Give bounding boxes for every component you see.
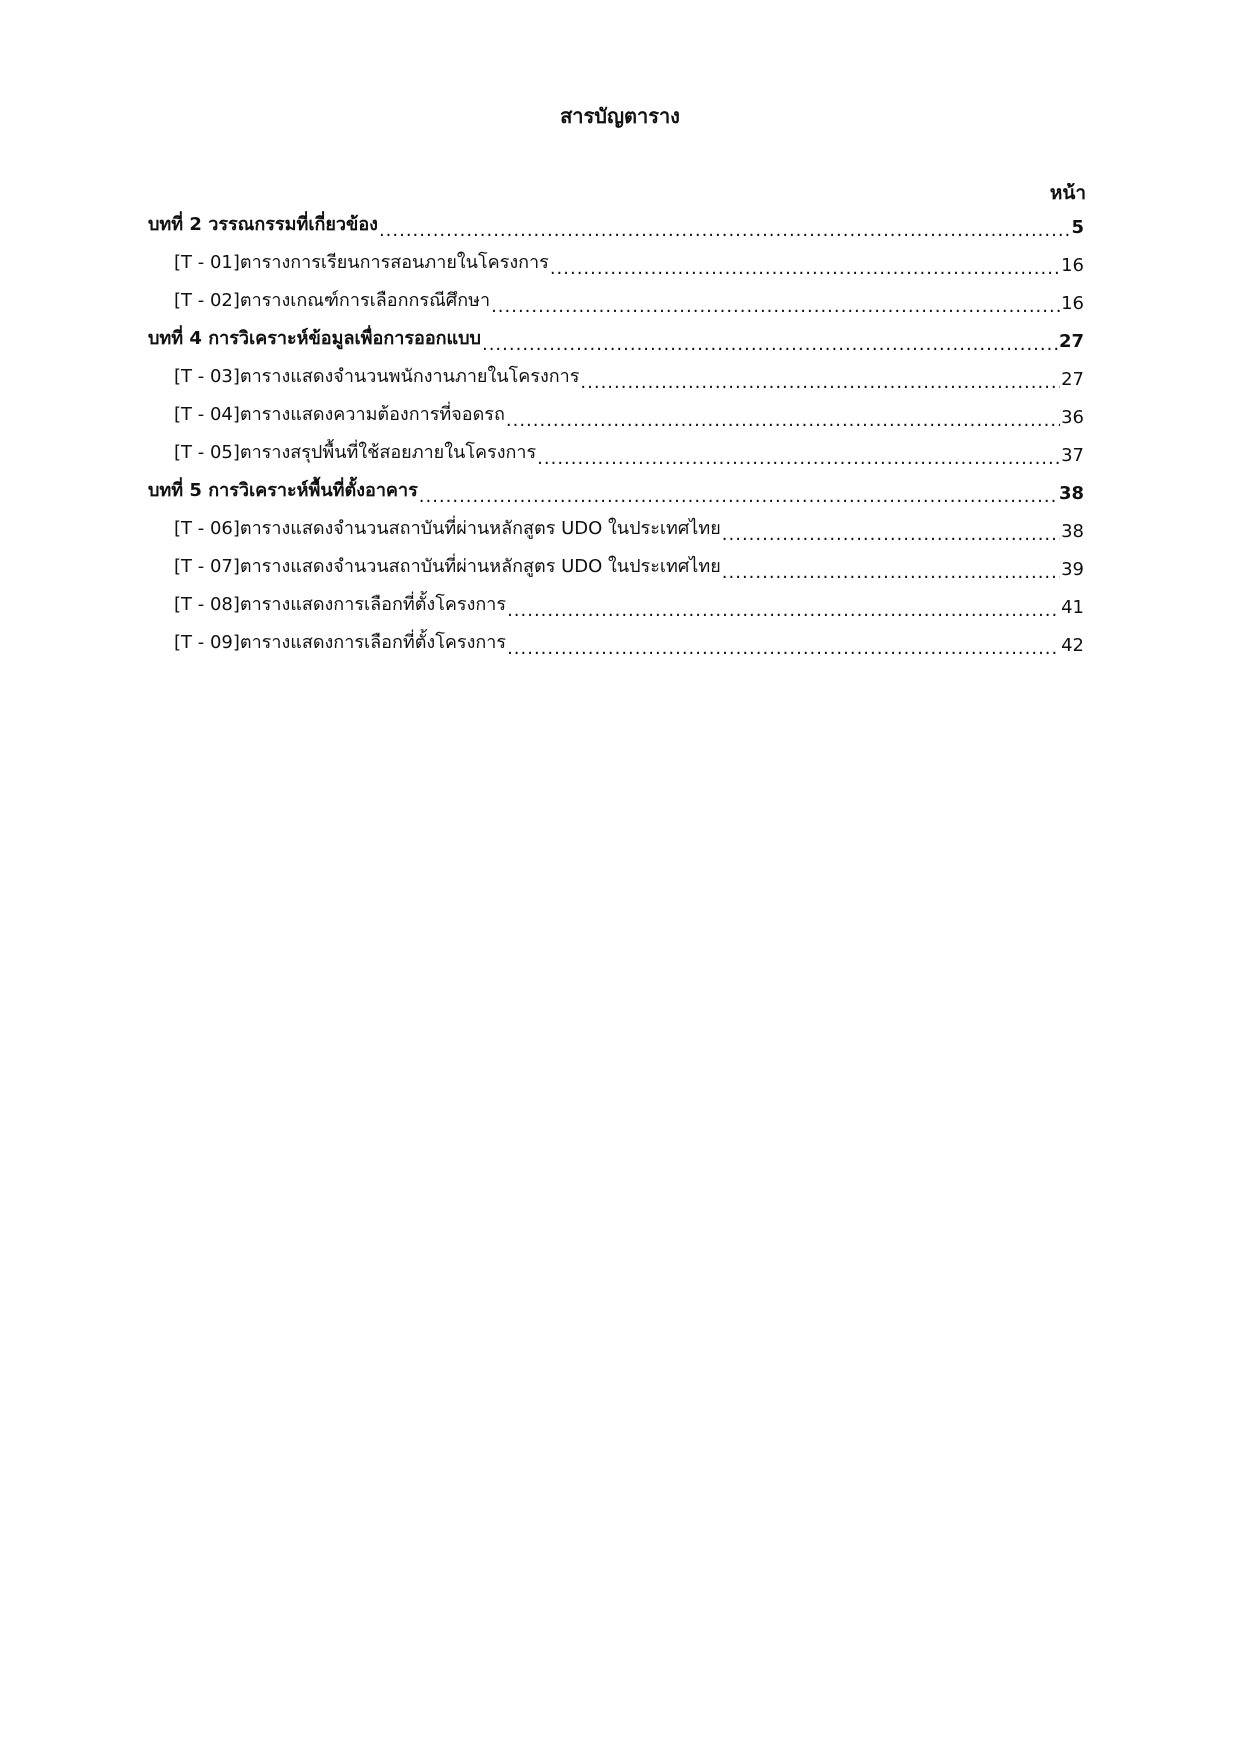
dot-leader	[379, 220, 1071, 238]
dot-leader	[482, 334, 1058, 352]
toc-page-number: 36	[1061, 407, 1084, 428]
dot-leader	[722, 562, 1060, 580]
toc-page-number: 38	[1058, 483, 1084, 504]
toc-page-number: 41	[1061, 597, 1084, 618]
toc-entry-label: บทที่ 5 การวิเคราะห์พื้นที่ตั้งอาคาร	[148, 480, 418, 501]
toc-table-row[interactable]	[148, 276, 1084, 314]
toc-table-row[interactable]	[148, 390, 1084, 428]
toc-page-number: 27	[1058, 331, 1084, 352]
dot-leader	[491, 296, 1060, 314]
toc-entry-label: บทที่ 4 การวิเคราะห์ข้อมูลเพื่อการออกแบบ	[148, 328, 481, 349]
dot-leader	[507, 638, 1060, 656]
toc-page-number: 39	[1061, 559, 1084, 580]
dot-leader	[580, 372, 1060, 390]
toc-entry-label: [T - 09]ตารางแสดงการเลือกที่ตั้งโครงการ	[174, 632, 507, 653]
toc-chapter-row[interactable]	[148, 200, 1084, 238]
page-column-header: หน้า	[1049, 182, 1086, 204]
page-title: สารบัญตาราง	[560, 104, 680, 128]
table-of-contents	[148, 200, 1084, 656]
toc-page-number: 27	[1061, 369, 1084, 390]
toc-table-row[interactable]	[148, 352, 1084, 390]
dot-leader	[722, 524, 1060, 542]
dot-leader	[537, 448, 1060, 466]
toc-table-row[interactable]	[148, 542, 1084, 580]
toc-entry-label: [T - 01]ตารางการเรียนการสอนภายในโครงการ	[174, 252, 549, 273]
toc-page-number: 16	[1061, 293, 1084, 314]
toc-page-number: 5	[1071, 217, 1084, 238]
toc-page-number: 42	[1061, 635, 1084, 656]
dot-leader	[506, 410, 1060, 428]
toc-table-row[interactable]	[148, 580, 1084, 618]
toc-page-number: 16	[1061, 255, 1084, 276]
toc-table-row[interactable]	[148, 428, 1084, 466]
toc-chapter-row[interactable]	[148, 466, 1084, 504]
toc-entry-label: [T - 03]ตารางแสดงจำนวนพนักงานภายในโครงการ	[174, 366, 580, 387]
toc-chapter-row[interactable]	[148, 314, 1084, 352]
toc-entry-label: บทที่ 2 วรรณกรรมที่เกี่ยวข้อง	[148, 214, 378, 235]
toc-table-row[interactable]	[148, 238, 1084, 276]
dot-leader	[507, 600, 1060, 618]
toc-entry-label: [T - 02]ตารางเกณฑ์การเลือกกรณีศึกษา	[174, 290, 491, 311]
toc-page-number: 38	[1061, 521, 1084, 542]
dot-leader	[419, 486, 1058, 504]
toc-entry-label: [T - 05]ตารางสรุปพื้นที่ใช้สอยภายในโครงการ	[174, 442, 537, 463]
toc-entry-label: [T - 04]ตารางแสดงความต้องการที่จอดรถ	[174, 404, 505, 425]
dot-leader	[550, 258, 1060, 276]
toc-entry-label: [T - 06]ตารางแสดงจำนวนสถาบันที่ผ่านหลักสูตร UDO ในประเทศไทย	[174, 518, 721, 539]
toc-page-number: 37	[1061, 445, 1084, 466]
toc-entry-label: [T - 07]ตารางแสดงจำนวนสถาบันที่ผ่านหลักสูตร UDO ในประเทศไทย	[174, 556, 721, 577]
toc-table-row[interactable]	[148, 618, 1084, 656]
toc-table-row[interactable]	[148, 504, 1084, 542]
toc-entry-label: [T - 08]ตารางแสดงการเลือกที่ตั้งโครงการ	[174, 594, 507, 615]
